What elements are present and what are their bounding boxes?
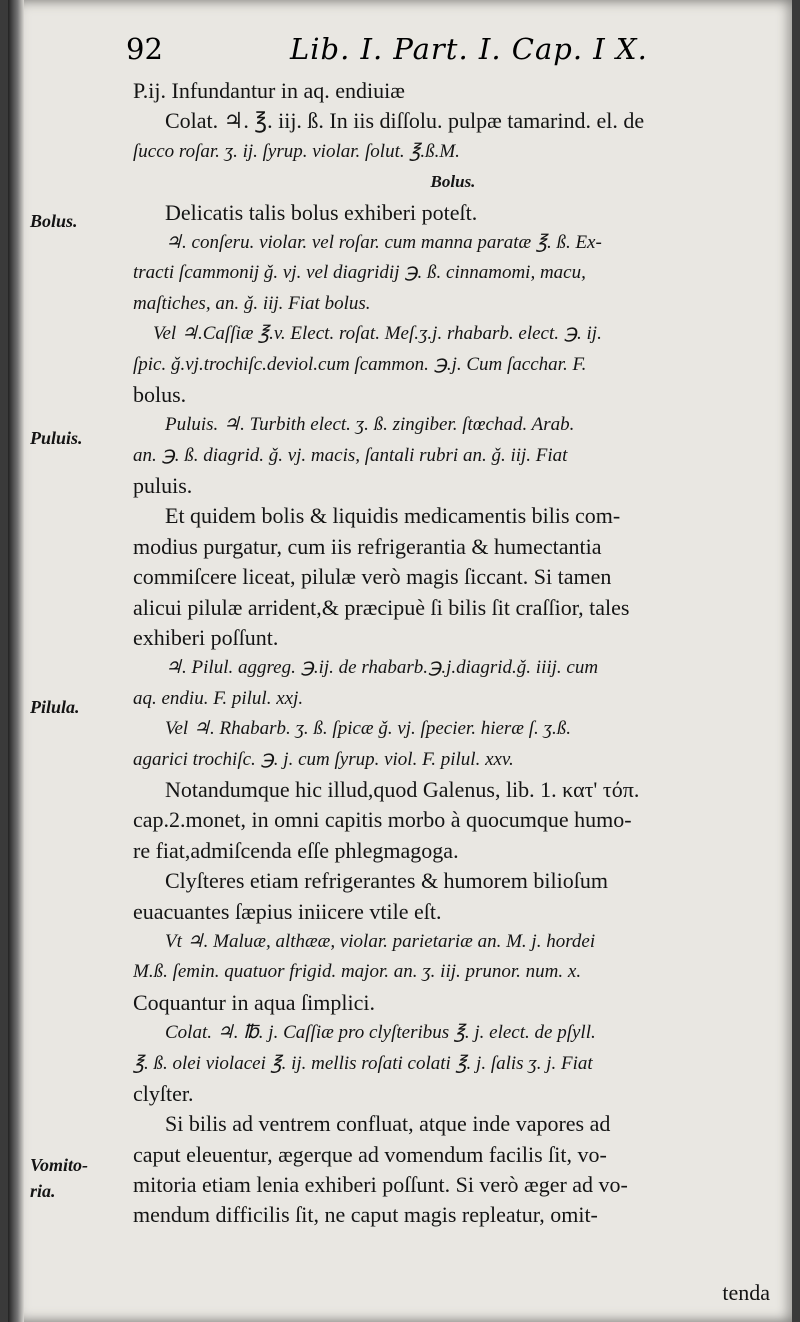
- text-line: ſpic. ǧ.vj.trochiſc.deviol.cum ſcammon. ℈.j. Cum ſacchar. F.: [133, 353, 587, 375]
- text-line: euacuantes ſæpius iniicere vtile eſt.: [133, 898, 442, 924]
- text-line: aq. endiu. F. pilul. xxj.: [133, 687, 304, 709]
- text-line: ſucco roſar. ʒ. ij. ſyrup. violar. ſolut. ℥.ß.M.: [133, 140, 460, 162]
- marginal-note: ria.: [30, 1181, 56, 1201]
- body-text: [133, 76, 773, 1231]
- text-line: Colat. ♃. ℔. j. Caſſiæ pro clyſteribus ℥. j. elect. de pſyll.: [165, 1022, 596, 1044]
- text-line: ♃. conſeru. violar. vel roſar. cum manna paratæ ℥. ß. Ex-: [165, 231, 602, 253]
- book-page: [8, 0, 792, 1322]
- marginal-note: Pilula.: [30, 697, 80, 717]
- text-line: Clyſteres etiam refrigerantes & humorem bilioſum: [165, 868, 608, 894]
- text-line: caput eleuentur, ægerque ad vomendum facilis ſit, vo-: [133, 1141, 607, 1167]
- text-line: Vel ♃. Rhabarb. ʒ. ß. ſpicæ ǧ. vj. ſpecier. hieræ ſ. ʒ.ß.: [165, 718, 571, 740]
- text-line: modius purgatur, cum iis refrigerantia & humectantia: [133, 533, 602, 559]
- text-line: Vel ♃.Caſſiæ ℥.v. Elect. roſat. Meſ.ʒ.j. rhabarb. elect. ℈. ij.: [153, 323, 602, 345]
- text-line: Vt ♃. Maluæ, althææ, violar. parietariæ an. M. j. hordei: [165, 930, 596, 952]
- catchword: tenda: [722, 1280, 770, 1305]
- running-head: Lib. I. Part. I. Cap. I X.: [290, 32, 648, 66]
- page-gutter: [8, 0, 24, 1322]
- text-line: Si bilis ad ventrem confluat, atque inde vapores ad: [165, 1111, 611, 1137]
- text-line: Puluis. ♃. Turbith elect. ʒ. ß. zingiber. ſtœchad. Arab.: [165, 414, 575, 436]
- text-line: exhiberi poſſunt.: [133, 625, 279, 651]
- text-line: cap.2.monet, in omni capitis morbo à quocumque humo-: [133, 807, 632, 833]
- text-line: agarici trochiſc. ℈. j. cum ſyrup. viol. F. pilul. xxv.: [133, 748, 514, 770]
- text-line: clyſter.: [133, 1080, 194, 1106]
- text-line: ♃. Pilul. aggreg. ℈.ij. de rhabarb.℈.j.diagrid.ǧ. iiij. cum: [165, 657, 599, 679]
- marginal-note: Bolus.: [30, 211, 78, 231]
- text-line: tracti ſcammonij ǧ. vj. vel diagridij ℈. ß. cinnamomi, macu,: [133, 262, 586, 284]
- text-line: mendum difficilis ſit, ne caput magis repleatur, omit-: [133, 1202, 598, 1228]
- section-heading: Bolus.: [430, 172, 476, 192]
- text-line: Notandumque hic illud,quod Galenus, lib. 1. κατ' τόπ.: [165, 776, 640, 802]
- text-line: Et quidem bolis & liquidis medicamentis bilis com-: [165, 503, 621, 529]
- text-line: re fiat,admiſcenda eſſe phlegmagoga.: [133, 837, 459, 863]
- text-line: P.ij. Infundantur in aq. endiuiæ: [133, 78, 405, 103]
- text-line: M.ß. ſemin. quatuor frigid. major. an. ʒ. iij. prunor. num. x.: [133, 961, 582, 983]
- text-line: Coquantur in aqua ſimplici.: [133, 989, 375, 1015]
- text-line: mitoria etiam lenia exhiberi poſſunt. Si verò æger ad vo-: [133, 1172, 628, 1198]
- text-line: alicui pilulæ arrident,& præcipuè ſi bilis ſit craſſior, tales: [133, 594, 630, 620]
- text-line: commiſcere liceat, pilulæ verò magis ſiccant. Si tamen: [133, 564, 612, 590]
- text-line: ℥. ß. olei violacei ℥. ij. mellis roſati colati ℥. j. ſalis ʒ. j. Fiat: [133, 1052, 593, 1074]
- marginal-note: Puluis.: [30, 428, 83, 448]
- text-line: an. ℈. ß. diagrid. ǧ. vj. macis, ſantali rubri an. ǧ. iij. Fiat: [133, 444, 568, 466]
- marginal-note: Vomito-: [30, 1155, 89, 1175]
- text-line: bolus.: [133, 381, 187, 407]
- page-number: 92: [126, 32, 163, 66]
- page-header: [120, 32, 720, 74]
- text-line: puluis.: [133, 473, 193, 499]
- text-line: maſtiches, an. ǧ. iij. Fiat bolus.: [133, 292, 371, 314]
- text-line: Delicatis talis bolus exhiberi poteſt.: [165, 199, 478, 225]
- text-line: Colat. ♃. ℥. iij. ß. In iis diſſolu. pulpæ tamarind. el. de: [165, 108, 645, 134]
